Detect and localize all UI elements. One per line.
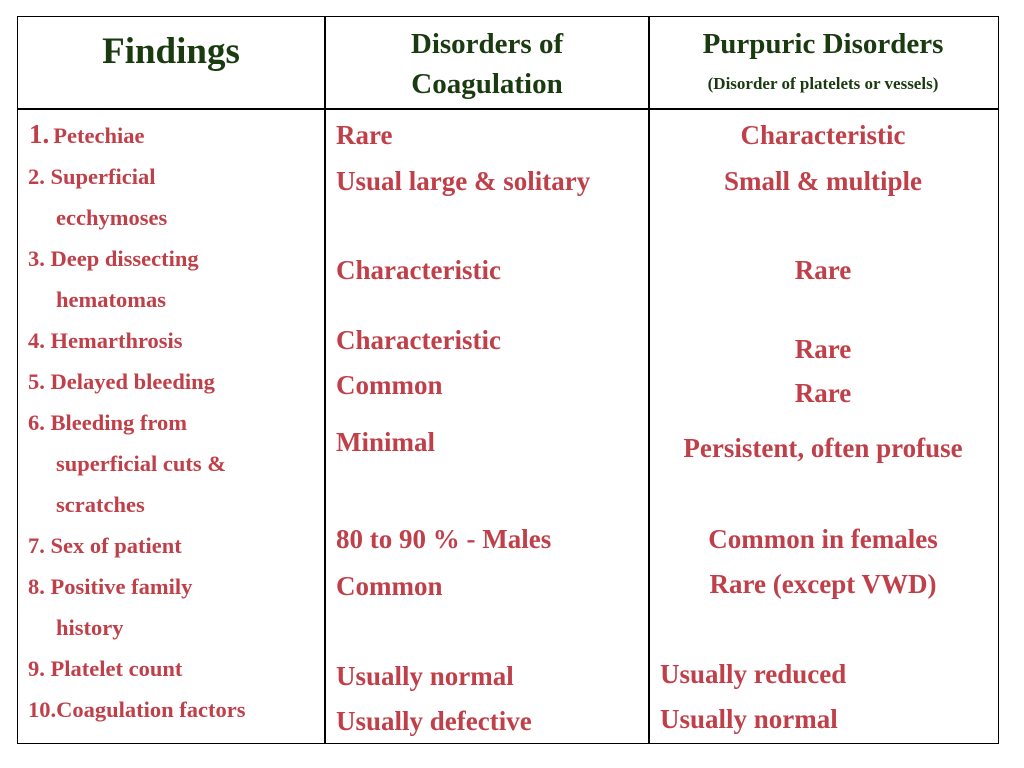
- coagulation-petechiae: Rare: [336, 120, 393, 150]
- finding-4: 4. Hemarthrosis: [28, 328, 183, 353]
- purpuric-ecchymoses: Small & multiple: [723, 166, 923, 196]
- header-purpuric-subtitle: (Disorder of platelets or vessels): [707, 74, 939, 93]
- coagulation-hematomas: Characteristic: [336, 255, 501, 285]
- purpuric-sex: Common in females: [708, 524, 938, 554]
- finding-2-line2: ecchymoses: [56, 205, 168, 230]
- header-purpuric-title: Purpuric Disorders: [702, 28, 944, 60]
- finding-10: 10.Coagulation factors: [28, 697, 246, 722]
- coagulation-delayed-bleeding: Common: [336, 370, 443, 400]
- purpuric-family-history: Rare (except VWD): [709, 569, 937, 599]
- finding-7: 7. Sex of patient: [28, 533, 182, 558]
- header-coagulation-line1: Disorders of: [410, 28, 564, 60]
- purpuric-hemarthrosis: Rare: [794, 334, 852, 364]
- finding-8-line2: history: [56, 615, 124, 640]
- purpuric-hematomas: Rare: [794, 255, 852, 285]
- coagulation-hemarthrosis: Characteristic: [336, 325, 501, 355]
- finding-5: 5. Delayed bleeding: [28, 369, 215, 394]
- finding-3-line2: hematomas: [56, 287, 166, 312]
- finding-1-number: 1.: [29, 119, 50, 149]
- coagulation-ecchymoses: Usual large & solitary: [336, 166, 591, 196]
- coagulation-sex: 80 to 90 % - Males: [336, 524, 552, 554]
- finding-3-line1: 3. Deep dissecting: [28, 246, 199, 271]
- purpuric-factors: Usually normal: [660, 704, 838, 734]
- column-divider-2: [648, 16, 650, 744]
- finding-6-line3: scratches: [56, 492, 145, 517]
- coagulation-superficial-cuts: Minimal: [336, 427, 435, 457]
- column-divider-1: [324, 16, 326, 744]
- header-coagulation-line2: Coagulation: [411, 68, 563, 100]
- purpuric-superficial-cuts: Persistent, often profuse: [683, 433, 963, 463]
- finding-2-line1: 2. Superficial: [28, 164, 156, 189]
- coagulation-platelet-count: Usually normal: [336, 661, 514, 691]
- purpuric-delayed-bleeding: Rare: [794, 378, 852, 408]
- finding-6-line2: superficial cuts &: [56, 451, 226, 476]
- finding-6-line1: 6. Bleeding from: [28, 410, 187, 435]
- finding-8-line1: 8. Positive family: [28, 574, 193, 599]
- purpuric-platelet-count: Usually reduced: [660, 659, 847, 689]
- finding-1: [29, 121, 144, 148]
- coagulation-factors: Usually defective: [336, 706, 532, 736]
- finding-9: 9. Platelet count: [28, 656, 183, 681]
- coagulation-family-history: Common: [336, 571, 443, 601]
- purpuric-petechiae: Characteristic: [740, 120, 906, 150]
- finding-1-label: Petechiae: [53, 123, 145, 148]
- header-divider: [17, 108, 999, 110]
- header-findings: Findings: [102, 31, 240, 72]
